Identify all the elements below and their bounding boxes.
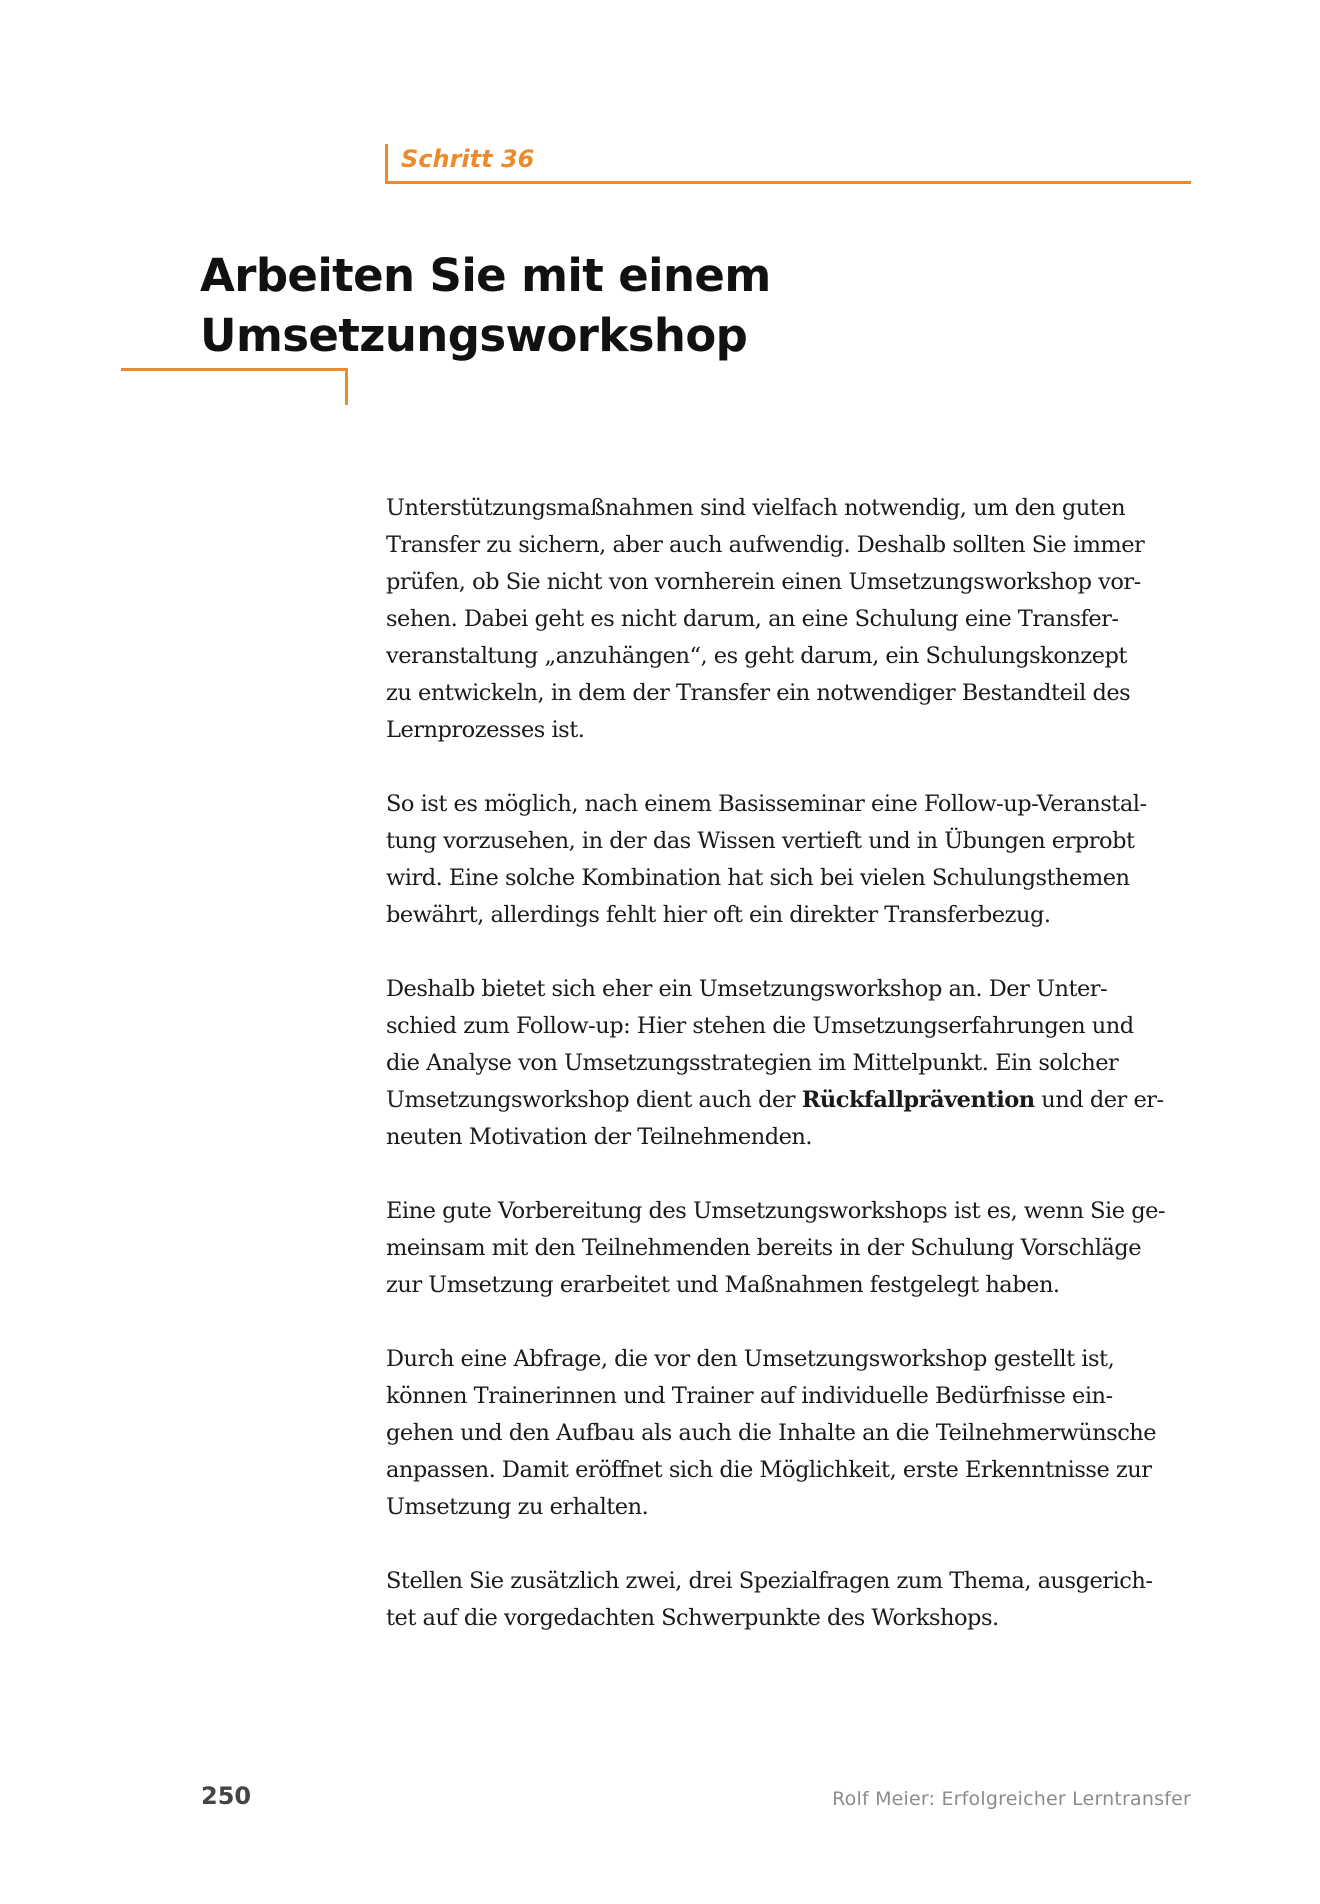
paragraph — [386, 1563, 1196, 1637]
paragraph — [386, 1193, 1196, 1304]
text-line: gehen und den Aufbau als auch die Inhalte an die Teilnehmerwünsche — [386, 1420, 1157, 1446]
text-line: Durch eine Abfrage, die vor den Umsetzungsworkshop gestellt ist, — [386, 1346, 1115, 1372]
text-line: Stellen Sie zusätzlich zwei, drei Spezialfragen zum Thema, ausgerich- — [386, 1568, 1153, 1594]
text-line: tung vorzusehen, in der das Wissen vertieft und in Übungen erprobt — [386, 828, 1135, 854]
text-line: schied zum Follow-up: Hier stehen die Umsetzungserfahrungen und — [386, 1013, 1134, 1039]
text-line: sehen. Dabei geht es nicht darum, an eine Schulung eine Transfer- — [386, 606, 1119, 632]
text-line: Transfer zu sichern, aber auch aufwendig. Deshalb sollten Sie immer — [386, 532, 1145, 558]
page-title: Arbeiten Sie mit einem Umsetzungsworkshop — [200, 249, 771, 362]
text-segment: und der er- — [1034, 1087, 1164, 1113]
paragraph — [386, 490, 1196, 749]
emphasized-term: Rückfallprävention — [801, 1087, 1035, 1113]
text-segment: Umsetzungsworkshop dient auch der — [386, 1087, 802, 1113]
text-line: Umsetzung zu erhalten. — [386, 1494, 649, 1520]
text-line: meinsam mit den Teilnehmenden bereits in der Schulung Vorschläge — [386, 1235, 1142, 1261]
text-line: neuten Motivation der Teilnehmenden. — [386, 1124, 813, 1150]
text-line: prüfen, ob Sie nicht von vornherein einen Umsetzungsworkshop vor- — [386, 569, 1141, 595]
text-line: Eine gute Vorbereitung des Umsetzungsworkshops ist es, wenn Sie ge- — [386, 1198, 1166, 1224]
text-line: wird. Eine solche Kombination hat sich bei vielen Schulungsthemen — [386, 865, 1130, 891]
paragraph — [386, 786, 1196, 934]
decorative-corner-mark — [121, 368, 348, 405]
text-line: Lernprozesses ist. — [386, 717, 585, 743]
text-line: So ist es möglich, nach einem Basisseminar eine Follow-up-Veranstal- — [386, 791, 1147, 817]
text-line: Deshalb bietet sich eher ein Umsetzungsworkshop an. Der Unter- — [386, 976, 1108, 1002]
text-line: die Analyse von Umsetzungsstrategien im Mittelpunkt. Ein solcher — [386, 1050, 1119, 1076]
text-line: bewährt, allerdings fehlt hier oft ein direkter Transferbezug. — [386, 902, 1051, 928]
step-label-frame — [385, 144, 1191, 184]
text-line — [386, 1082, 1196, 1119]
page-number: 250 — [201, 1782, 252, 1810]
body-text — [386, 490, 1196, 1674]
text-line: tet auf die vorgedachten Schwerpunkte des Workshops. — [386, 1605, 999, 1631]
paragraph — [386, 1341, 1196, 1526]
text-line: zur Umsetzung erarbeitet und Maßnahmen festgelegt haben. — [386, 1272, 1060, 1298]
footer-credit: Rolf Meier: Erfolgreicher Lerntransfer — [832, 1788, 1191, 1810]
text-line: Unterstützungsmaßnahmen sind vielfach notwendig, um den guten — [386, 495, 1126, 521]
text-line: veranstaltung „anzuhängen“, es geht darum, ein Schulungskonzept — [386, 643, 1127, 669]
text-line: anpassen. Damit eröffnet sich die Möglichkeit, erste Erkenntnisse zur — [386, 1457, 1152, 1483]
text-line: zu entwickeln, in dem der Transfer ein notwendiger Bestandteil des — [386, 680, 1131, 706]
text-line: können Trainerinnen und Trainer auf individuelle Bedürfnisse ein- — [386, 1383, 1113, 1409]
paragraph — [386, 971, 1196, 1156]
step-label: Schritt 36 — [401, 145, 535, 173]
